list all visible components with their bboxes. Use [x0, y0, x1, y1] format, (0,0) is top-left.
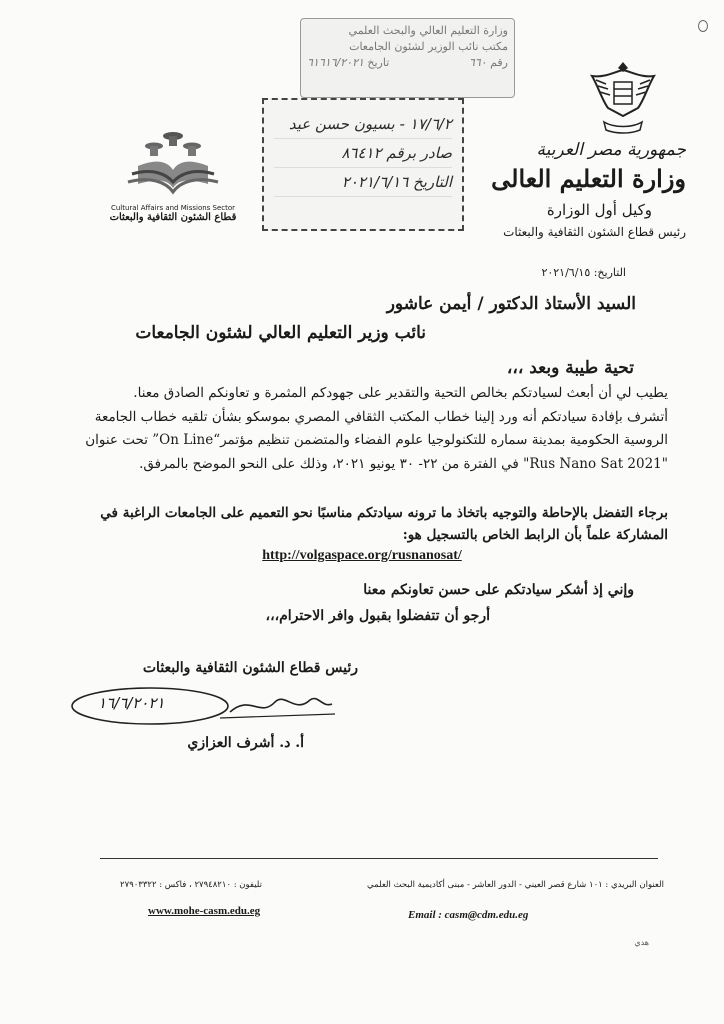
footer-address: العنوان البريدي : ١٠١ شارع قصر العيني - الدور العاشر - مبنى أكاديمية البحث العلمي [367, 880, 664, 890]
register-line-3: التاريخ ٢٠٢١/٦/١٦ [274, 168, 452, 197]
sector-logo [108, 118, 238, 236]
stamp-number-label: رقم [490, 56, 508, 69]
stamp-date-label: تاريخ [367, 56, 390, 69]
email-address[interactable]: casm@cdm.edu.eg [444, 909, 529, 921]
signature-date: ١٦/٦/٢٠٢١ [98, 694, 165, 712]
signatory-title: رئيس قطاع الشئون الثقافية والبعثات [142, 660, 358, 676]
handwritten-signature [60, 684, 340, 728]
deputy-title: وكيل أول الوزارة [546, 201, 652, 219]
graduates-book-icon [118, 118, 228, 202]
request-paragraph: برجاء التفضل بالإحاطة والتوجيه باتخاذ ما ترونه سيادتكم مناسبًا نحو التعميم على الجامعات الراغبة في المشاركة علماً بأن الرابط الخاص بالتسجيل هو: [100, 505, 668, 543]
closing-line: أرجو أن تتفضلوا بقبول وافر الاحترام،،، [265, 608, 490, 624]
letter-date: التاريخ: ٢٠٢١/٦/١٥ [541, 266, 626, 279]
website-link[interactable]: www.mohe-casm.edu.eg [148, 905, 261, 917]
ministry-header [426, 140, 686, 239]
register-line-2: صادر برقم ٨٦٤١٢ [274, 139, 452, 168]
logo-english-text: Cultural Affairs and Missions Sector [110, 204, 236, 212]
registration-link[interactable] [0, 548, 724, 564]
stamp-number-value: ٦٦٠ [468, 56, 487, 69]
typist-initials: هدي [634, 938, 649, 947]
stamp-date-value: ٦١٦١٦/٢٠٢١ [307, 56, 364, 69]
paragraph-1: يطيب لي أن أبعث لسيادتكم بخالص التحية والتقدير على جهودكم المثمرة و تعاونكم الصادق معنا. [133, 385, 668, 401]
stamp-line-2: مكتب نائب الوزير لشئون الجامعات [349, 40, 508, 53]
addressee-title: نائب وزير التعليم العالي لشئون الجامعات [135, 323, 426, 343]
signatory-name: أ. د. أشرف العزازي [187, 735, 304, 751]
footer-phone: تليفون : ٢٧٩٤٨٢١٠ ، فاكس : ٢٧٩٠٣٣٢٢ [120, 880, 262, 890]
corner-mark-icon [698, 20, 708, 32]
paragraph-2: أتشرف بإفادة سيادتكم أنه ورد إلينا خطاب المكتب الثقافي المصري بموسكو بشأن تلقيه خطاب الجامعة الروسية الحكومية بمدينة سماره للتكنولوجيا علوم الفضاء والمتضمن تنظيم مؤتمر“On Line” تحت عنوان "Rus Nano Sat 2021" في الفترة من ٢٢- ٣٠ يونيو ٢٠٢١، وذلك على النحو الموضح بالمرفق. [85, 408, 668, 472]
greeting: تحية طيبة وبعد ،،، [506, 358, 634, 378]
received-stamp [300, 18, 515, 98]
logo-arabic-text: قطاع الشئون الثقافية والبعثات [109, 212, 237, 223]
thanks-line: وإني إذ أشكر سيادتكم على حسن تعاونكم معنا [363, 582, 634, 598]
country-name: جمهورية مصر العربية [536, 140, 686, 160]
letter-body [80, 382, 668, 476]
stamp-number-row [307, 55, 508, 71]
stamp-line-1: وزارة التعليم العالي والبحث العلمي [348, 24, 508, 37]
footer-email[interactable] [408, 909, 528, 921]
footer-divider [100, 858, 658, 859]
ministry-name: وزارة التعليم العالى [491, 164, 686, 193]
email-label: Email : [408, 909, 442, 921]
addressee-name: السيد الأستاذ الدكتور / أيمن عاشور [386, 294, 636, 314]
registration-link-text[interactable]: http://volgaspace.org/rusnanosat/ [262, 548, 462, 563]
register-line-1: ١٧/٦/٢ - بسيون حسن عيد [274, 110, 452, 139]
eagle-emblem-icon [584, 56, 662, 138]
sector-head-title: رئيس قطاع الشئون الثقافية والبعثات [503, 225, 686, 239]
